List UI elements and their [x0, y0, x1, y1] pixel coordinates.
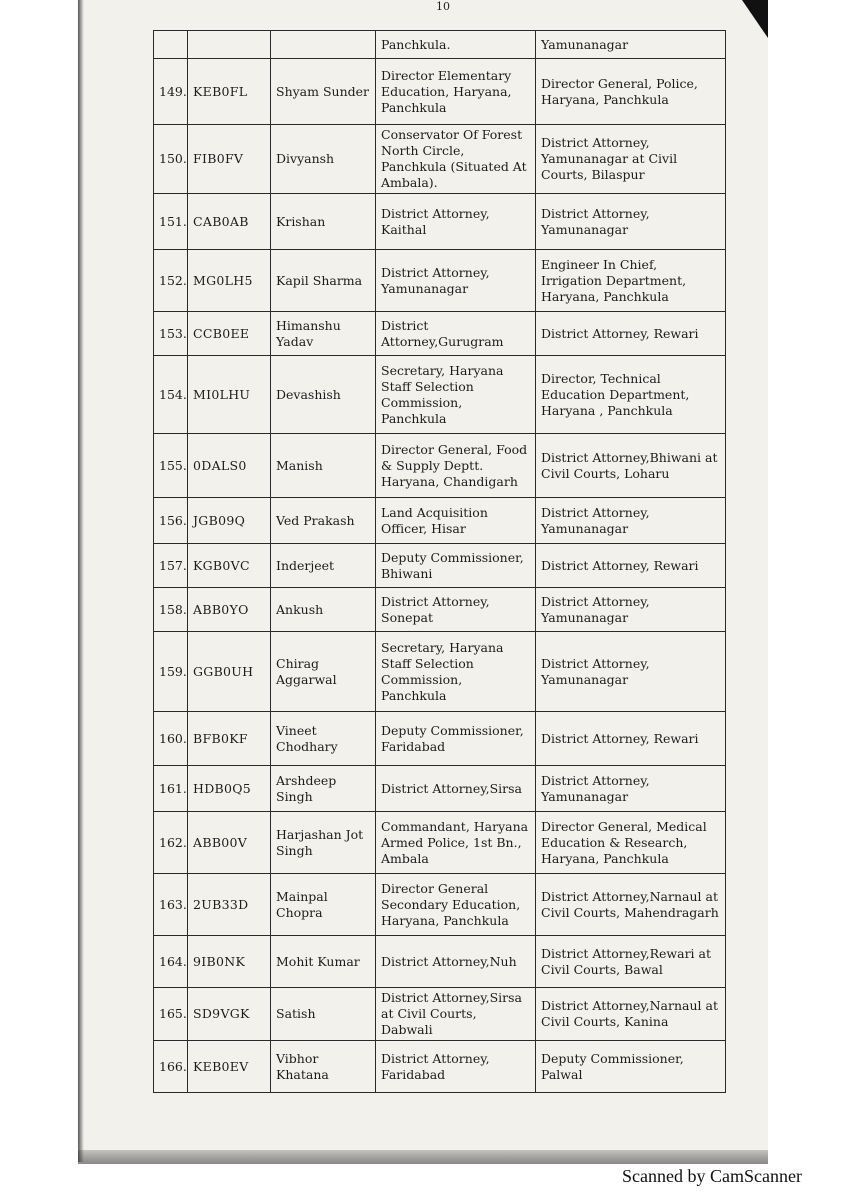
cell-from: District Attorney, Faridabad — [376, 1041, 536, 1093]
cell-to: District Attorney,Narnaul at Civil Courts, Kanina — [536, 988, 726, 1041]
cell-code: HDB0Q5 — [188, 766, 271, 812]
cell-sno — [154, 31, 188, 59]
cell-to: District Attorney,Bhiwani at Civil Courts, Loharu — [536, 434, 726, 498]
cell-sno: 154. — [154, 356, 188, 434]
cell-from: Secretary, Haryana Staff Selection Commission, Panchkula — [376, 632, 536, 712]
cell-code: ABB0YO — [188, 588, 271, 632]
cell-sno: 162. — [154, 812, 188, 874]
cell-name: Chirag Aggarwal — [271, 632, 376, 712]
cell-from: District Attorney,Nuh — [376, 936, 536, 988]
page-left-edge-shadow — [78, 0, 84, 1162]
table-row — [154, 874, 726, 936]
cell-to: District Attorney, Rewari — [536, 544, 726, 588]
page-bottom-edge-shadow — [78, 1150, 768, 1164]
cell-name: Harjashan Jot Singh — [271, 812, 376, 874]
table-row — [154, 194, 726, 250]
cell-to: District Attorney, Yamunanagar — [536, 588, 726, 632]
cell-to: Deputy Commissioner, Palwal — [536, 1041, 726, 1093]
cell-name: Ankush — [271, 588, 376, 632]
cell-from: District Attorney,Gurugram — [376, 312, 536, 356]
cell-to: District Attorney, Yamunanagar — [536, 632, 726, 712]
cell-name: Mohit Kumar — [271, 936, 376, 988]
table-row — [154, 498, 726, 544]
cell-to: Director, Technical Education Department, Haryana , Panchkula — [536, 356, 726, 434]
cell-from: Deputy Commissioner, Faridabad — [376, 712, 536, 766]
cell-sno: 151. — [154, 194, 188, 250]
cell-to: Director General, Police, Haryana, Panchkula — [536, 59, 726, 125]
cell-from: Director General Secondary Education, Haryana, Panchkula — [376, 874, 536, 936]
cell-to: District Attorney, Rewari — [536, 312, 726, 356]
cell-name: Shyam Sunder — [271, 59, 376, 125]
cell-name: Arshdeep Singh — [271, 766, 376, 812]
cell-name: Inderjeet — [271, 544, 376, 588]
cell-sno: 158. — [154, 588, 188, 632]
cell-to: District Attorney, Rewari — [536, 712, 726, 766]
cell-code: KGB0VC — [188, 544, 271, 588]
table-row — [154, 766, 726, 812]
cell-sno: 149. — [154, 59, 188, 125]
table-row — [154, 434, 726, 498]
page-corner-fold — [742, 0, 768, 38]
cell-from: Land Acquisition Officer, Hisar — [376, 498, 536, 544]
cell-name: Vineet Chodhary — [271, 712, 376, 766]
cell-code: 0DALS0 — [188, 434, 271, 498]
cell-code: FIB0FV — [188, 125, 271, 194]
cell-from: District Attorney,Sirsa at Civil Courts, Dabwali — [376, 988, 536, 1041]
cell-from: Director Elementary Education, Haryana, Panchkula — [376, 59, 536, 125]
cell-code: MI0LHU — [188, 356, 271, 434]
cell-name: Mainpal Chopra — [271, 874, 376, 936]
cell-name — [271, 31, 376, 59]
cell-sno: 163. — [154, 874, 188, 936]
cell-code: 2UB33D — [188, 874, 271, 936]
cell-name: Ved Prakash — [271, 498, 376, 544]
cell-code: JGB09Q — [188, 498, 271, 544]
cell-to: Director General, Medical Education & Research, Haryana, Panchkula — [536, 812, 726, 874]
cell-sno: 166. — [154, 1041, 188, 1093]
cell-sno: 164. — [154, 936, 188, 988]
table-row — [154, 1041, 726, 1093]
cell-to: District Attorney, Yamunanagar — [536, 194, 726, 250]
cell-from: Deputy Commissioner, Bhiwani — [376, 544, 536, 588]
cell-from: District Attorney,Sirsa — [376, 766, 536, 812]
cell-sno: 157. — [154, 544, 188, 588]
cell-name: Kapil Sharma — [271, 250, 376, 312]
table-row — [154, 812, 726, 874]
table-row — [154, 712, 726, 766]
cell-to: District Attorney,Rewari at Civil Courts, Bawal — [536, 936, 726, 988]
cell-from: Conservator Of Forest North Circle, Panchkula (Situated At Ambala). — [376, 125, 536, 194]
cell-sno: 152. — [154, 250, 188, 312]
cell-from: District Attorney, Yamunanagar — [376, 250, 536, 312]
cell-sno: 150. — [154, 125, 188, 194]
cell-code: KEB0FL — [188, 59, 271, 125]
cell-from: Commandant, Haryana Armed Police, 1st Bn., Ambala — [376, 812, 536, 874]
cell-to: Engineer In Chief, Irrigation Department, Haryana, Panchkula — [536, 250, 726, 312]
table-row — [154, 59, 726, 125]
cell-sno: 155. — [154, 434, 188, 498]
table-row — [154, 936, 726, 988]
cell-from: District Attorney, Kaithal — [376, 194, 536, 250]
cell-sno: 165. — [154, 988, 188, 1041]
cell-code: SD9VGK — [188, 988, 271, 1041]
cell-sno: 161. — [154, 766, 188, 812]
cell-code: CCB0EE — [188, 312, 271, 356]
table-row — [154, 125, 726, 194]
cell-to: District Attorney, Yamunanagar — [536, 766, 726, 812]
cell-to: District Attorney, Yamunanagar at Civil Courts, Bilaspur — [536, 125, 726, 194]
cell-code: CAB0AB — [188, 194, 271, 250]
cell-from: Panchkula. — [376, 31, 536, 59]
cell-name: Devashish — [271, 356, 376, 434]
cell-name: Himanshu Yadav — [271, 312, 376, 356]
cell-code: GGB0UH — [188, 632, 271, 712]
cell-to: Yamunanagar — [536, 31, 726, 59]
table-row — [154, 250, 726, 312]
cell-code: KEB0EV — [188, 1041, 271, 1093]
cell-code: MG0LH5 — [188, 250, 271, 312]
cell-code: BFB0KF — [188, 712, 271, 766]
table-row — [154, 632, 726, 712]
cell-code: ABB00V — [188, 812, 271, 874]
scanner-watermark: Scanned by CamScanner — [622, 1166, 802, 1186]
cell-from: District Attorney, Sonepat — [376, 588, 536, 632]
table-row — [154, 356, 726, 434]
transfer-list-table — [153, 30, 726, 1093]
table-row — [154, 312, 726, 356]
cell-code: 9IB0NK — [188, 936, 271, 988]
table-row — [154, 544, 726, 588]
cell-sno: 156. — [154, 498, 188, 544]
cell-from: Director General, Food & Supply Deptt. Haryana, Chandigarh — [376, 434, 536, 498]
cell-name: Divyansh — [271, 125, 376, 194]
cell-name: Manish — [271, 434, 376, 498]
cell-name: Vibhor Khatana — [271, 1041, 376, 1093]
table-body — [154, 31, 726, 1093]
cell-to: District Attorney,Narnaul at Civil Courts, Mahendragarh — [536, 874, 726, 936]
cell-sno: 160. — [154, 712, 188, 766]
cell-name: Satish — [271, 988, 376, 1041]
cell-sno: 153. — [154, 312, 188, 356]
cell-from: Secretary, Haryana Staff Selection Commission, Panchkula — [376, 356, 536, 434]
table-row — [154, 988, 726, 1041]
table-row — [154, 588, 726, 632]
cell-name: Krishan — [271, 194, 376, 250]
cell-code — [188, 31, 271, 59]
cell-to: District Attorney, Yamunanagar — [536, 498, 726, 544]
cell-sno: 159. — [154, 632, 188, 712]
page-number: 10 — [436, 0, 450, 13]
table-row — [154, 31, 726, 59]
